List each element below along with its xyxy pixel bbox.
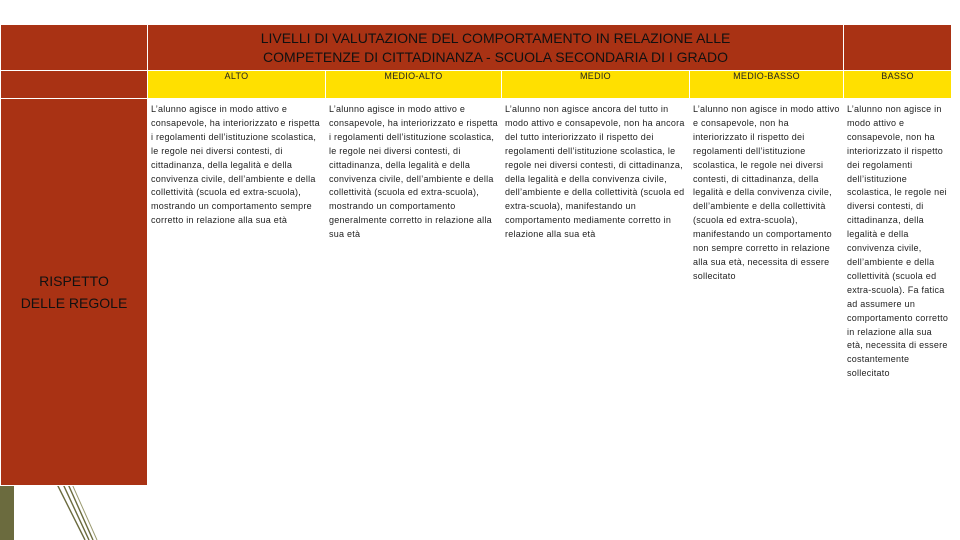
table-title-line1: LIVELLI DI VALUTAZIONE DEL COMPORTAMENTO IN RELAZIONE ALLE: [260, 30, 731, 46]
row-label-line2: DELLE REGOLE: [20, 295, 128, 311]
header-corner: [1, 71, 148, 99]
table-title-line2: COMPETENZE DI CITTADINANZA - SCUOLA SECONDARIA DI I GRADO: [263, 49, 728, 65]
column-header-medio-basso: MEDIO-BASSO: [690, 71, 844, 99]
title-end-cell: [844, 25, 952, 71]
header-row: [1, 71, 952, 99]
title-row: [1, 25, 952, 71]
column-header-basso: BASSO: [844, 71, 952, 99]
table-row: [1, 99, 952, 486]
column-header-alto: ALTO: [148, 71, 326, 99]
decorative-lines: [55, 484, 115, 540]
cell-medio-basso: L’alunno non agisce in modo attivo e consapevole, non ha interiorizzato il rispetto dei regolamenti dell’istituzione scolastica, le regole nei diversi contesti, di cittadinanza, della legalità e della convivenza civile, dell’ambiente e della collettività (scuola ed extra-scuola), manifestando un comportamento non sempre corretto in relazione alla sua età, necessita di essere sollecitato: [690, 99, 844, 486]
column-header-medio: MEDIO: [502, 71, 690, 99]
title-corner: [1, 25, 148, 71]
cell-basso: L’alunno non agisce in modo attivo e consapevole, non ha interiorizzato il rispetto dei regolamenti dell’istituzione scolastica, le regole nei diversi contesti, di cittadinanza, della legalità e della convivenza civile, dell’ambiente e della collettività (scuola ed extra-scuola). Fa fatica ad assumere un comportamento corretto in relazione alla sua età, necessita di essere costantemente sollecitato: [844, 99, 952, 486]
cell-alto: L’alunno agisce in modo attivo e consapevole, ha interiorizzato e rispetta i regolamenti dell’istituzione scolastica, le regole nei diversi contesti, di cittadinanza, della legalità e della convivenza civile, dell’ambiente e della collettività (scuola ed extra-scuola), mostrando un comportamento sempre corretto in relazione alla sua età: [148, 99, 326, 486]
decorative-stripe: [0, 485, 14, 540]
row-label-line1: RISPETTO: [39, 273, 109, 289]
table-title: [148, 25, 844, 71]
cell-medio: L’alunno non agisce ancora del tutto in modo attivo e consapevole, non ha ancora del tutto interiorizzato il rispetto dei regolamenti dell’istituzione scolastica, le regole nei diversi contesti, di cittadinanza, della legalità e della convivenza civile, dell’ambiente e della collettività (scuola ed extra-scuola), manifestando un comportamento mediamente corretto in relazione alla sua età: [502, 99, 690, 486]
evaluation-table: [0, 24, 952, 486]
row-label-rispetto-delle-regole: [1, 99, 148, 486]
column-header-medio-alto: MEDIO-ALTO: [326, 71, 502, 99]
cell-medio-alto: L’alunno agisce in modo attivo e consapevole, ha interiorizzato e rispetta i regolamenti dell’istituzione scolastica, le regole nei diversi contesti, di cittadinanza, della legalità e della convivenza civile, dell’ambiente e della collettività (scuola ed extra-scuola), mostrando un comportamento generalmente corretto in relazione alla sua età: [326, 99, 502, 486]
